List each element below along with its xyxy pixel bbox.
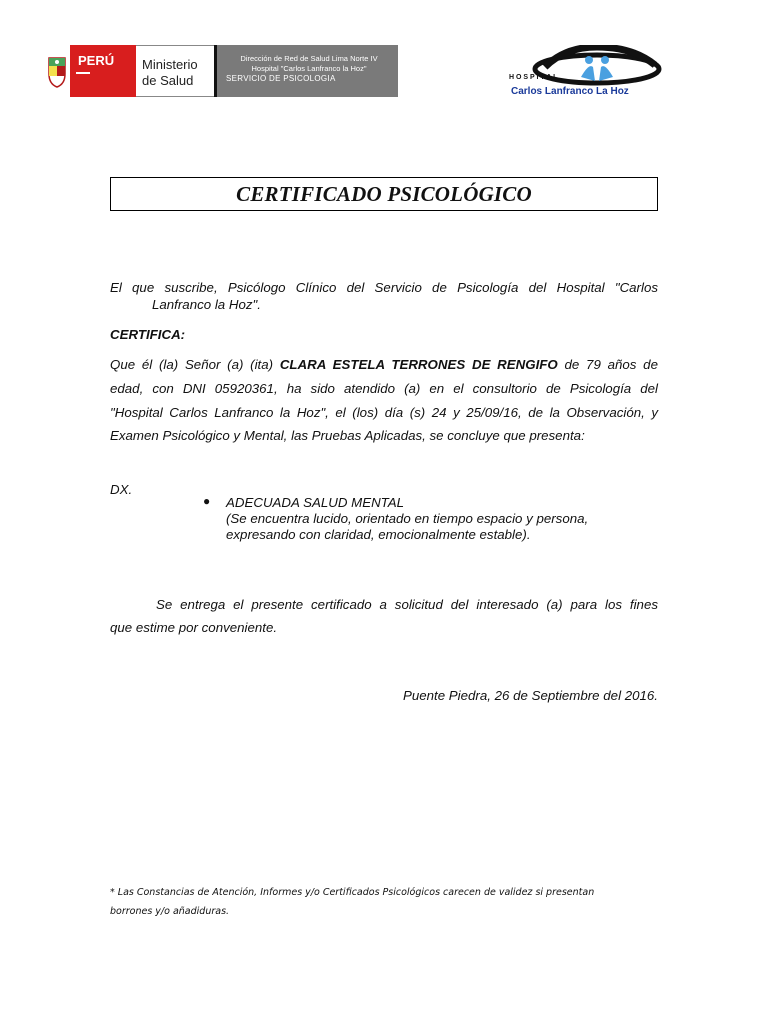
ministerio-label: Ministerio — [142, 57, 198, 72]
closing-line-2: que estime por conveniente. — [110, 620, 278, 635]
dx-detail-2: expresando con claridad, emocionalmente estable). — [226, 527, 531, 542]
direccion-block — [217, 45, 398, 97]
intro-line-1: El que suscribe, Psicólogo Clínico del Servicio de Psicología del Hospital "Carlos — [110, 280, 658, 295]
peru-label-block — [70, 45, 136, 97]
dx-title: ADECUADA SALUD MENTAL — [226, 495, 405, 510]
footnote-line-1: * Las Constancias de Atención, Informes y/o Certificados Psicológicos carecen de validez si presentan — [110, 887, 595, 898]
servicio-text: SERVICIO DE PSICOLOGIA — [226, 74, 336, 83]
body-line-2: edad, con DNI 05920361, ha sido atendido (a) en el consultorio de Psicología del — [110, 381, 658, 396]
document-title: CERTIFICADO PSICOLÓGICO — [236, 181, 532, 206]
ministry-banner — [44, 45, 398, 97]
hospital-logo-name: Carlos Lanfranco La Hoz — [511, 86, 629, 97]
direccion-text: Dirección de Red de Salud Lima Norte IV — [240, 54, 378, 63]
bullet-icon: ● — [203, 494, 211, 508]
dx-item — [226, 495, 646, 543]
logo-arc-text: H O S P I T A L — [509, 74, 558, 81]
certifica-heading: CERTIFICA: — [110, 327, 186, 342]
dx-label: DX. — [110, 482, 133, 497]
de-salud-label: de Salud — [142, 73, 194, 88]
hospital-logo — [505, 45, 700, 105]
ministerio-block — [136, 45, 214, 97]
body-line-1 — [110, 353, 658, 376]
patient-name: CLARA ESTELA TERRONES DE RENGIFO — [279, 357, 558, 372]
peru-label: PERÚ — [78, 53, 115, 68]
peru-coat-of-arms-icon — [44, 45, 70, 97]
hospital-text: Hospital "Carlos Lanfranco la Hoz" — [251, 64, 367, 73]
footnote-line-2: borrones y/o añadiduras. — [110, 906, 230, 917]
dx-detail-1: (Se encuentra lucido, orientado en tiempo espacio y persona, — [226, 511, 589, 526]
intro-line-2: Lanfranco la Hoz". — [152, 297, 261, 312]
body-line-1-suffix: de 79 años de — [557, 357, 658, 372]
peru-underline — [76, 72, 90, 74]
hospital-logo-icon — [505, 45, 700, 87]
place-date: Puente Piedra, 26 de Septiembre del 2016. — [402, 688, 658, 703]
closing-line-1: Se entrega el presente certificado a solicitud del interesado (a) para los fines — [156, 597, 658, 612]
document-title-box — [110, 177, 658, 211]
body-line-3: "Hospital Carlos Lanfranco la Hoz", el (los) día (s) 24 y 25/09/16, de la Observación, y — [110, 405, 658, 420]
body-line-1-prefix: Que él (la) Señor (a) (ita) — [110, 357, 280, 372]
body-line-4: Examen Psicológico y Mental, las Pruebas Aplicadas, se concluye que presenta: — [110, 428, 585, 443]
